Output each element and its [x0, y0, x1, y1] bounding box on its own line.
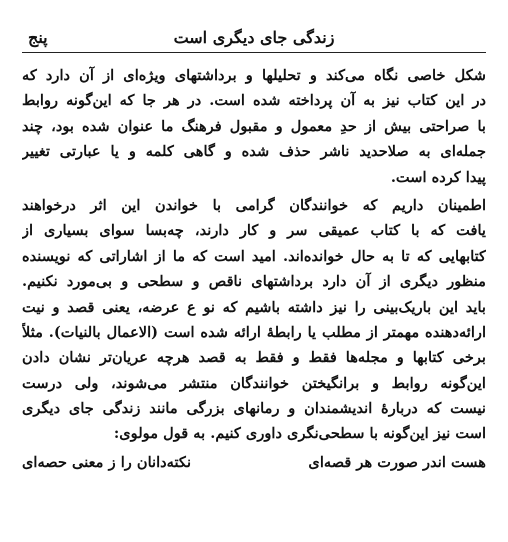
- text-line: کتابهایی که تا به حال خوانده‌اند. امید است که ما از اشاراتی که نویسنده: [22, 247, 486, 265]
- verse-second-hemistich: نکته‌دانان را ز معنی حصه‌ای: [22, 453, 192, 471]
- paragraph-1: [22, 63, 486, 190]
- paragraph-2: [22, 193, 486, 447]
- text-line: برخی کتابها و مجله‌ها فقط و فقط به قصد هرچه عریان‌تر نشان دادن: [22, 349, 486, 367]
- text-line: باید این باریک‌بینی را نیز داشته باشیم که نو ع عرضه، یعنی قصد و نیت: [22, 298, 486, 316]
- page-number: پنج: [28, 28, 48, 47]
- text-line: است نیز این‌گونه با سطحی‌نگری داوری کنیم. به قول مولوی:: [113, 425, 486, 443]
- text-line: با صراحتی بیش از حدِ معمول و مقبول فرهنگ ما عنوان شده بود، چند: [22, 117, 486, 135]
- text-line: اطمینان داریم که خوانندگان گرامی با خواندن این اثر درخواهند: [22, 196, 486, 214]
- text-line: نیست که دربارهٔ اندیشمندان و رمانهای بزرگی مانند زندگی جای دیگری: [22, 400, 486, 418]
- text-line: این‌گونه روابط و برانگیختن خوانندگان منتشر می‌شوند، ولی درست: [22, 374, 486, 392]
- body-text: [22, 63, 486, 475]
- text-line: در این کتاب نیز به آن پرداخته شده است. در هر جا که این‌گونه روابط: [22, 92, 486, 110]
- book-page: [22, 24, 486, 532]
- verse-first-hemistich: هست اندر صورت هر قصه‌ای: [308, 453, 486, 471]
- text-line: یافت که با کتاب عمیقی سر و کار دارند، چه‌بسا سوای بسیاری از: [22, 222, 486, 240]
- running-header: [22, 24, 486, 53]
- text-line: ارائه‌دهنده مهمتر از مطلب یا رابطهٔ ارائه شده است (الاعمال بالنیات). مثلاً: [22, 323, 486, 341]
- text-line: پیدا کرده است.: [390, 168, 486, 186]
- text-line: جمله‌ای به صلاحدید ناشر حذف شده و گاهی کلمه و یا عبارتی تغییر: [22, 143, 486, 161]
- text-line: شکل خاصی نگاه می‌کند و تحلیلها و برداشتهای ویژه‌ای از آن دارد که: [22, 67, 486, 84]
- text-line: منظور دیگری از آن دارد برداشتهای ناقص و سطحی و بی‌مورد نکنیم.: [22, 273, 486, 291]
- running-title: زندگی جای دیگری است: [173, 28, 335, 47]
- poem-verse: [22, 450, 486, 475]
